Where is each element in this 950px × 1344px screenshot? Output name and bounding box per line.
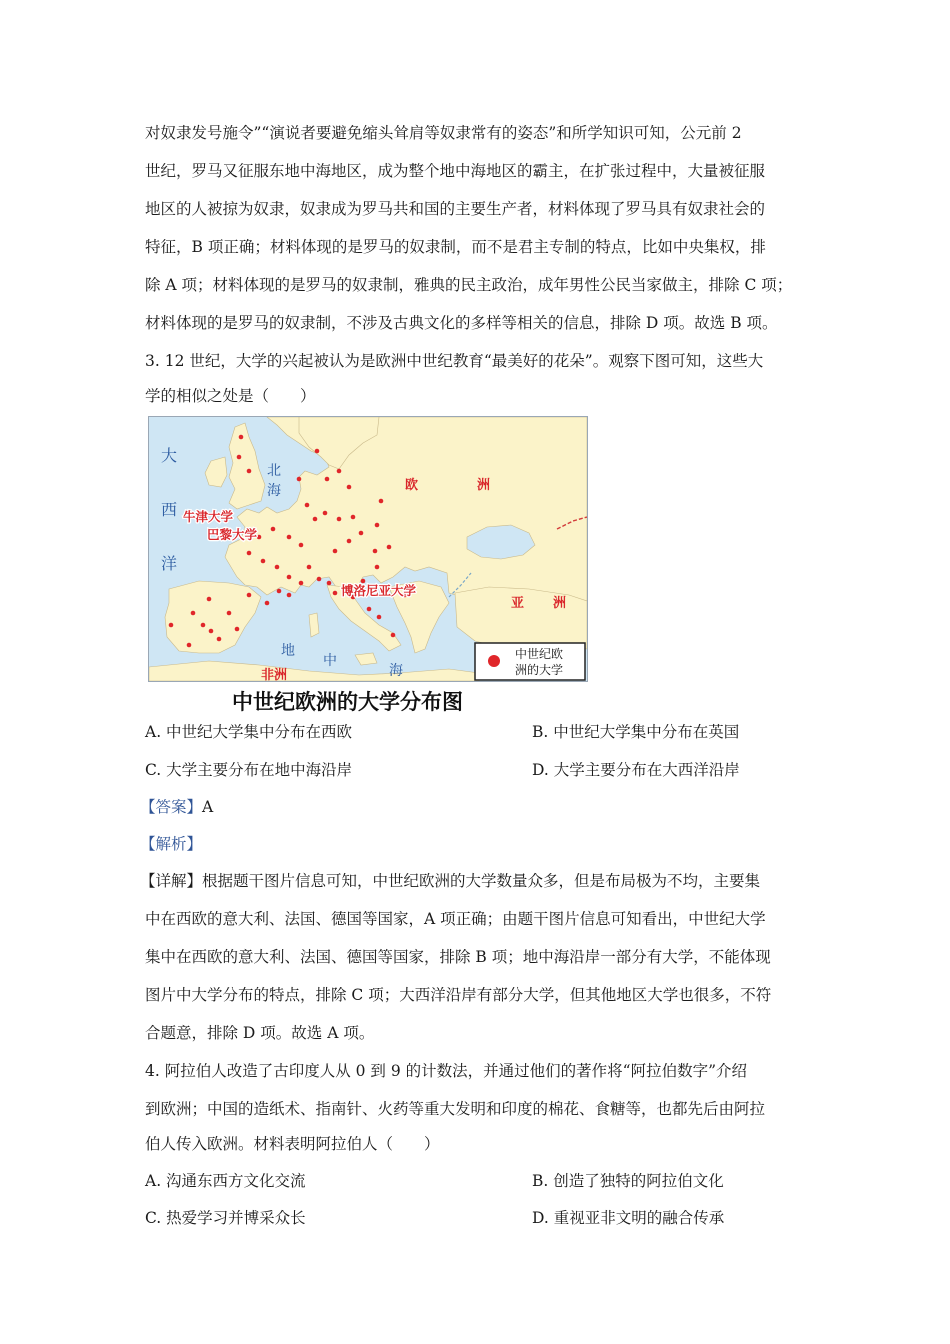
university-dot — [361, 579, 366, 584]
university-dot — [287, 575, 292, 580]
university-dot — [271, 527, 276, 532]
question-stem: 伯人传入欧洲。材料表明阿拉伯人（ ） — [145, 1135, 440, 1153]
university-dot — [275, 565, 280, 570]
analysis-tag: 【解析】 — [140, 835, 203, 853]
university-dot — [299, 543, 304, 548]
label-atlantic: 洋 — [161, 556, 178, 573]
university-dot — [235, 627, 240, 632]
label-atlantic: 大 — [161, 448, 178, 465]
legend-text: 中世纪欧 — [515, 647, 564, 661]
university-dot — [187, 643, 192, 648]
university-dot — [297, 477, 302, 482]
university-dot — [305, 503, 310, 508]
detail-line: 图片中大学分布的特点，排除 C 项；大西洋沿岸有部分大学，但其他地区大学也很多，不符 — [145, 986, 772, 1004]
university-dot — [337, 469, 342, 474]
detail-line: 中在西欧的意大利、法国、德国等国家，A 项正确；由题干图片信息可知看出，中世纪大学 — [145, 910, 766, 928]
university-dot — [377, 615, 382, 620]
option-a: A. 沟通东西方文化交流 — [145, 1172, 306, 1190]
detail-line: 集中在西欧的意大利、法国、德国等国家，排除 B 项；地中海沿岸一部分有大学，不能体现 — [145, 948, 771, 966]
university-dot — [169, 623, 174, 628]
label-north-sea: 北 — [267, 462, 281, 478]
university-dot — [347, 539, 352, 544]
text-line: 特征，B 项正确；材料体现的是罗马的奴隶制，而不是君主专制的特点，比如中央集权，排 — [145, 238, 766, 256]
label-europe: 洲 — [477, 477, 491, 492]
text-line: 地区的人被掠为奴隶，奴隶成为罗马共和国的主要生产者，材料体现了罗马具有奴隶社会的 — [145, 200, 766, 218]
university-dot — [287, 593, 292, 598]
label-asia: 洲 — [553, 595, 567, 610]
detail-line — [140, 871, 760, 891]
label-bologna: 博洛尼亚大学 — [341, 584, 417, 598]
land-sardinia — [309, 613, 319, 637]
university-dot — [333, 591, 338, 596]
answer-value: A — [202, 798, 214, 816]
university-dot — [217, 637, 222, 642]
university-dot — [247, 593, 252, 598]
university-dot — [347, 485, 352, 490]
university-dot — [237, 455, 242, 460]
university-dot — [333, 549, 338, 554]
option-a: A. 中世纪大学集中分布在西欧 — [145, 723, 353, 741]
university-dot — [265, 601, 270, 606]
university-dot — [277, 589, 282, 594]
option-b: B. 中世纪大学集中分布在英国 — [532, 723, 740, 741]
option-c: C. 大学主要分布在地中海沿岸 — [145, 761, 353, 779]
university-dot — [375, 565, 380, 570]
university-dot — [247, 551, 252, 556]
university-dot — [391, 633, 396, 638]
answer-line — [140, 797, 213, 817]
option-b: B. 创造了独特的阿拉伯文化 — [532, 1172, 724, 1190]
university-dot — [247, 469, 252, 474]
university-dot — [261, 559, 266, 564]
label-med: 中 — [323, 652, 337, 668]
text-line: 除 A 项；材料体现的是罗马的奴隶制，雅典的民主政治，成年男性公民当家做主，排除 C 项； — [145, 276, 793, 294]
text-line: 对奴隶发号施令”“演说者要避免缩头耸肩等奴隶常有的姿态”和所学知识可知，公元前 2 — [145, 124, 742, 142]
university-dot — [201, 623, 206, 628]
university-dot — [373, 549, 378, 554]
university-dot — [287, 535, 292, 540]
question-stem: 学的相似之处是（ ） — [145, 387, 316, 405]
option-d: D. 大学主要分布在大西洋沿岸 — [532, 761, 740, 779]
label-med: 海 — [389, 662, 403, 678]
university-dot — [209, 629, 214, 634]
university-dot — [327, 581, 332, 586]
university-dot — [315, 449, 320, 454]
university-dot — [207, 597, 212, 602]
question-stem: 到欧洲；中国的造纸术、指南针、火药等重大发明和印度的棉花、食糖等，也都先后由阿拉 — [145, 1100, 766, 1118]
university-dot — [359, 531, 364, 536]
university-dot — [317, 577, 322, 582]
university-dot — [227, 611, 232, 616]
detail-line: 合题意，排除 D 项。故选 A 项。 — [145, 1024, 375, 1042]
university-dot — [337, 517, 342, 522]
legend-text: 洲的大学 — [515, 663, 564, 677]
label-oxford: 牛津大学 — [183, 510, 234, 524]
label-asia: 亚 — [511, 595, 525, 610]
university-dot — [191, 611, 196, 616]
map-legend — [475, 643, 585, 680]
label-north-sea: 海 — [267, 482, 281, 498]
label-paris: 巴黎大学 — [207, 528, 258, 542]
legend-dot — [488, 655, 500, 667]
map-svg — [149, 417, 587, 681]
detail-text: 根据题干图片信息可知，中世纪欧洲的大学数量众多，但是布局极为不均，主要集 — [202, 872, 761, 890]
label-africa: 非洲 — [261, 667, 288, 681]
label-europe: 欧 — [405, 477, 419, 492]
question-stem: 3. 12 世纪，大学的兴起被认为是欧洲中世纪教育“最美好的花朵”。观察下图可知，这些大 — [145, 352, 764, 370]
map-title: 中世纪欧洲的大学分布图 — [232, 690, 463, 714]
university-dot — [313, 517, 318, 522]
text-line: 世纪，罗马又征服东地中海地区，成为整个地中海地区的霸主，在扩张过程中，大量被征服 — [145, 162, 766, 180]
university-dot — [375, 523, 380, 528]
university-dot — [299, 581, 304, 586]
university-dot — [379, 499, 384, 504]
university-map — [148, 416, 588, 682]
option-c: C. 热爱学习并博采众长 — [145, 1209, 306, 1227]
label-med: 地 — [281, 642, 295, 658]
answer-tag: 【答案】 — [140, 798, 203, 816]
option-d: D. 重视亚非文明的融合传承 — [532, 1209, 725, 1227]
university-dot — [367, 607, 372, 612]
question-stem: 4. 阿拉伯人改造了古印度人从 0 到 9 的计数法，并通过他们的著作将“阿拉伯数字”介绍 — [145, 1062, 747, 1080]
university-dot — [239, 435, 244, 440]
university-dot — [257, 535, 262, 540]
university-dot — [387, 545, 392, 550]
university-dot — [325, 477, 330, 482]
university-dot — [323, 511, 328, 516]
detail-tag: 【详解】 — [140, 872, 203, 890]
university-dot — [307, 565, 312, 570]
label-atlantic: 西 — [161, 502, 178, 519]
university-dot — [351, 515, 356, 520]
text-line: 材料体现的是罗马的奴隶制，不涉及古典文化的多样等相关的信息，排除 D 项。故选 B 项。 — [145, 314, 778, 332]
analysis-line — [140, 834, 202, 854]
